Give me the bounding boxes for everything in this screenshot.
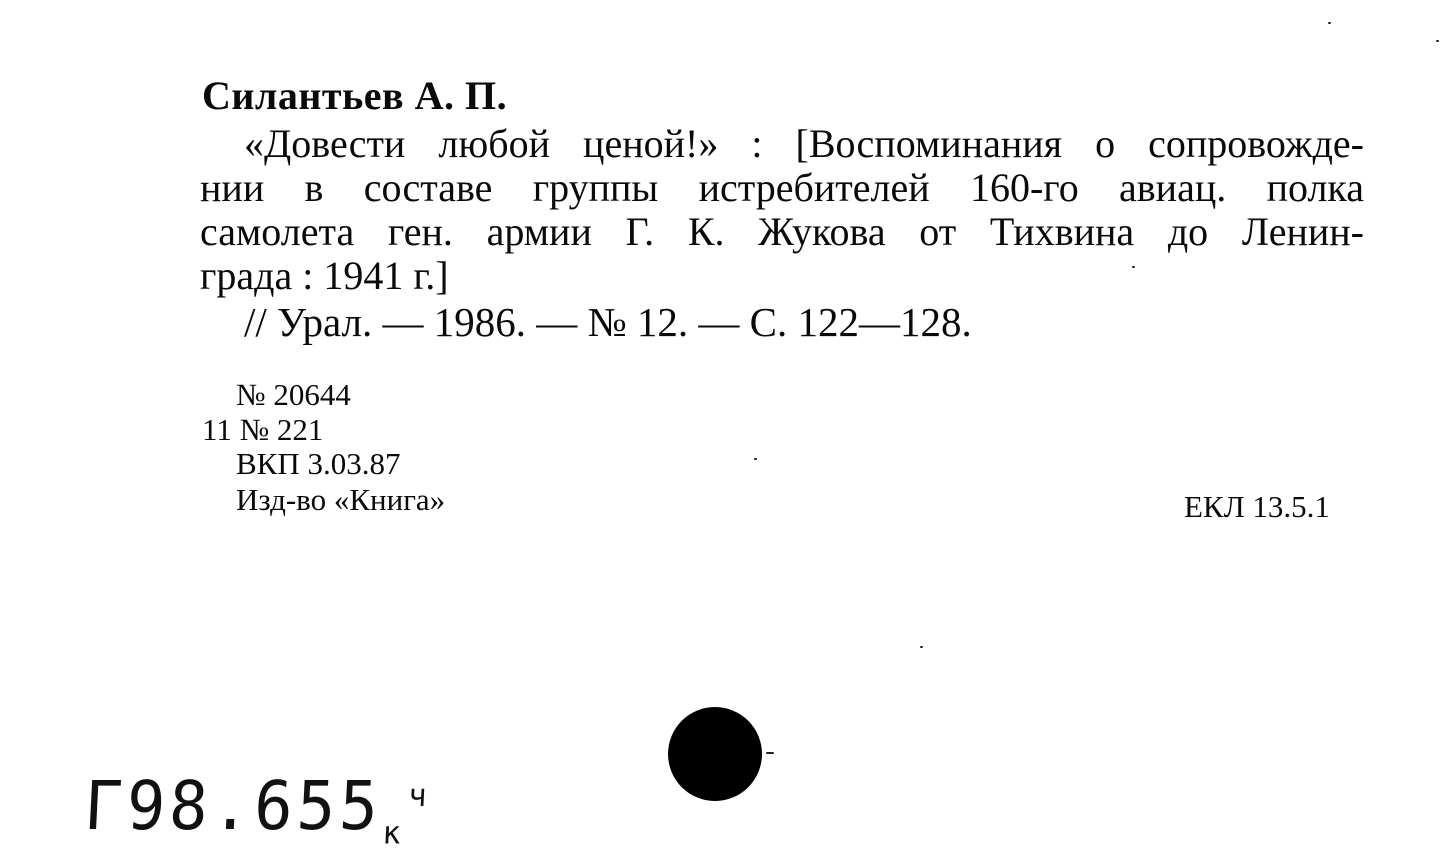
shelfmark-sup: ч <box>407 777 432 814</box>
shelfmark-main: Г98.655 <box>82 768 384 846</box>
ekl-code: ЕКЛ 13.5.1 <box>1184 489 1330 524</box>
shelfmark-sub: к <box>381 815 406 852</box>
handwritten-shelfmark <box>82 768 432 852</box>
speck <box>1436 40 1439 42</box>
punch-hole <box>668 707 762 801</box>
author-heading: Силантьев А. П. <box>202 73 508 118</box>
title-line-1: «Довести любой ценой!» : [Воспоминания о сопровожде- <box>244 121 1364 166</box>
vkp-date: ВКП 3.03.87 <box>236 446 401 481</box>
speck <box>1132 266 1135 268</box>
speck <box>766 752 774 754</box>
title-line-4: града : 1941 г.] <box>200 253 449 298</box>
publisher: Изд-во «Книга» <box>236 482 446 517</box>
title-line-2: нии в составе группы истребителей 160-го авиац. полка <box>200 165 1364 210</box>
source-citation: // Урал. — 1986. — № 12. — С. 122—128. <box>244 299 972 345</box>
speck <box>1328 22 1331 24</box>
speck <box>920 646 923 648</box>
record-number: № 20644 <box>236 377 351 412</box>
title-description <box>200 122 1364 298</box>
speck <box>754 458 757 460</box>
page-reference: 11 № 221 <box>202 412 324 447</box>
title-line-3: самолета ген. армии Г. К. Жукова от Тихвина до Ленин- <box>200 209 1364 254</box>
